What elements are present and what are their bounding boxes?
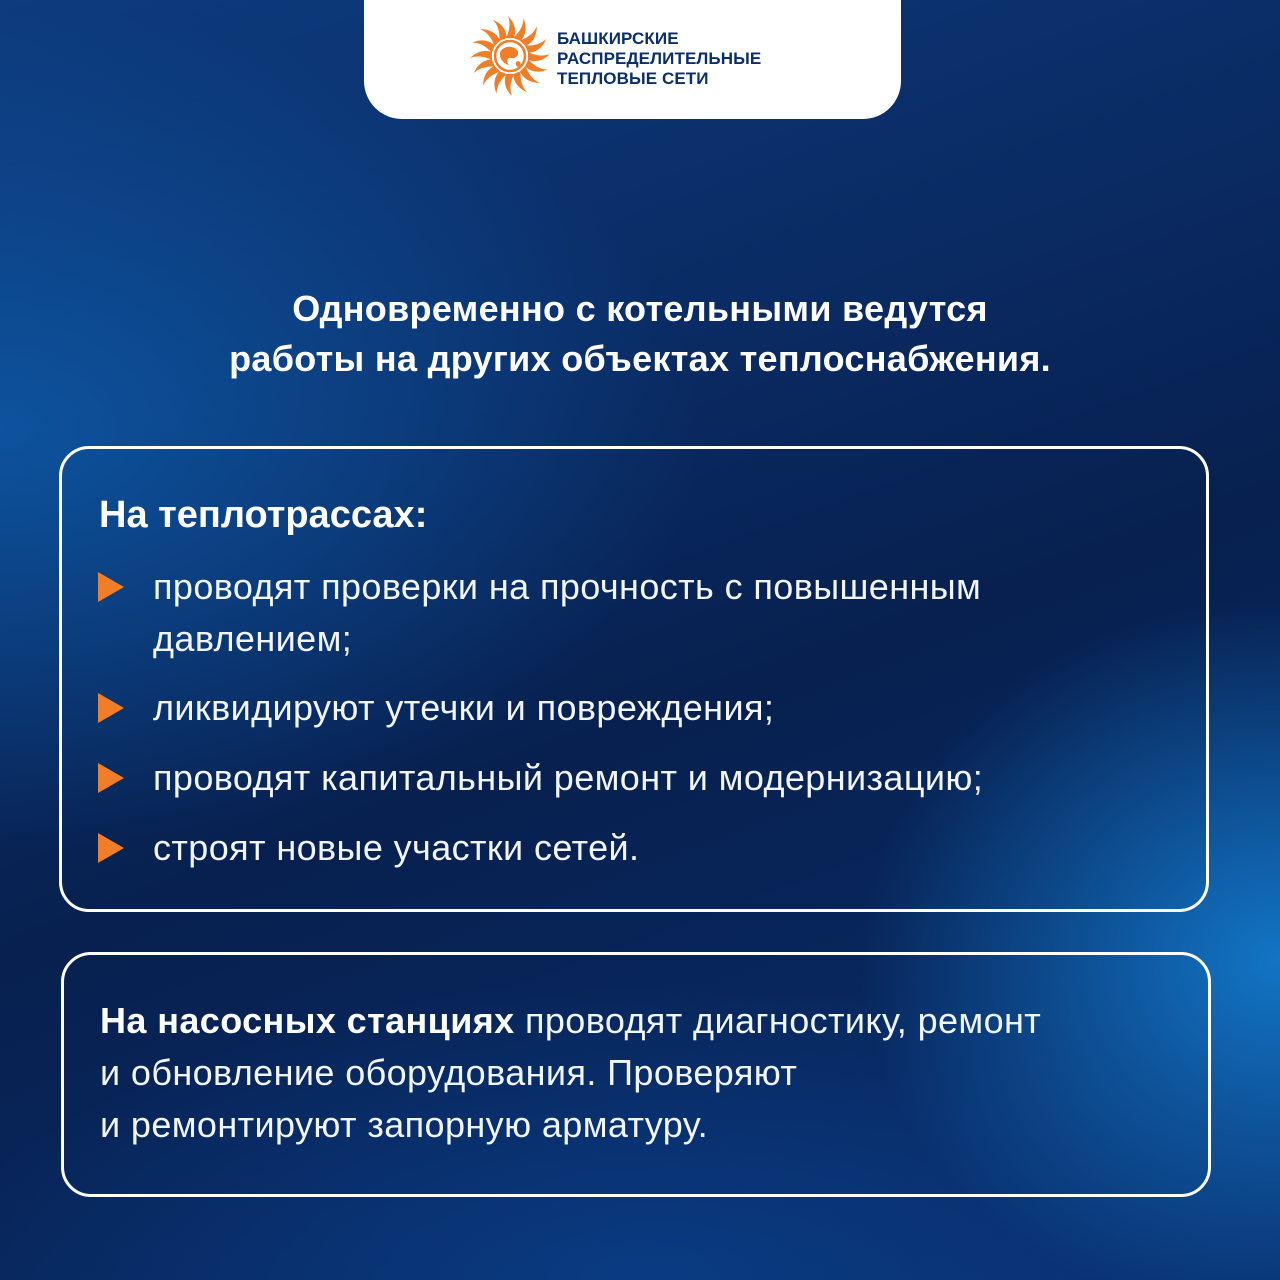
orange-play-arrow-icon (98, 572, 124, 602)
pump-stations-text: На насосных станциях проводят диагностику, ремонт и обновление оборудования. Проверяют и ремонтируют запорную арматуру. (100, 1000, 1042, 1145)
company-name (557, 29, 761, 89)
sun-ray (470, 51, 492, 60)
sun-ray (506, 16, 515, 38)
list-item-text: ликвидируют утечки и повреждения; (153, 687, 775, 728)
company-name-line2: РАСПРЕДЕЛИТЕЛЬНЫЕ (557, 49, 762, 68)
headline (0, 284, 1280, 384)
list-item-text: строят новые участки сетей. (153, 827, 640, 868)
pump-stations-card (61, 952, 1211, 1197)
list-item-text: проводят проверки на прочность с повышенным давлением; (153, 566, 982, 659)
heat-mains-card (59, 446, 1209, 912)
orange-play-arrow-icon (98, 693, 124, 723)
company-name-line1: БАШКИРСКИЕ (557, 29, 679, 48)
headline-line1: Одновременно с котельными ведутся (292, 288, 988, 329)
sun-ray (528, 52, 550, 61)
orange-play-arrow-icon (98, 763, 124, 793)
orange-play-arrow-icon (98, 833, 124, 863)
sun-ray (505, 74, 514, 96)
headline-line2: работы на других объектах теплоснабжения. (229, 338, 1051, 379)
pump-stations-title: На насосных станциях (100, 1000, 515, 1041)
sun-globe-logo (464, 14, 556, 98)
company-name-line3: ТЕПЛОВЫЕ СЕТИ (557, 69, 709, 88)
logo-header (364, 0, 901, 119)
list-item-text: проводят капитальный ремонт и модернизацию; (153, 757, 984, 798)
heat-mains-title: На теплотрассах: (99, 494, 428, 536)
